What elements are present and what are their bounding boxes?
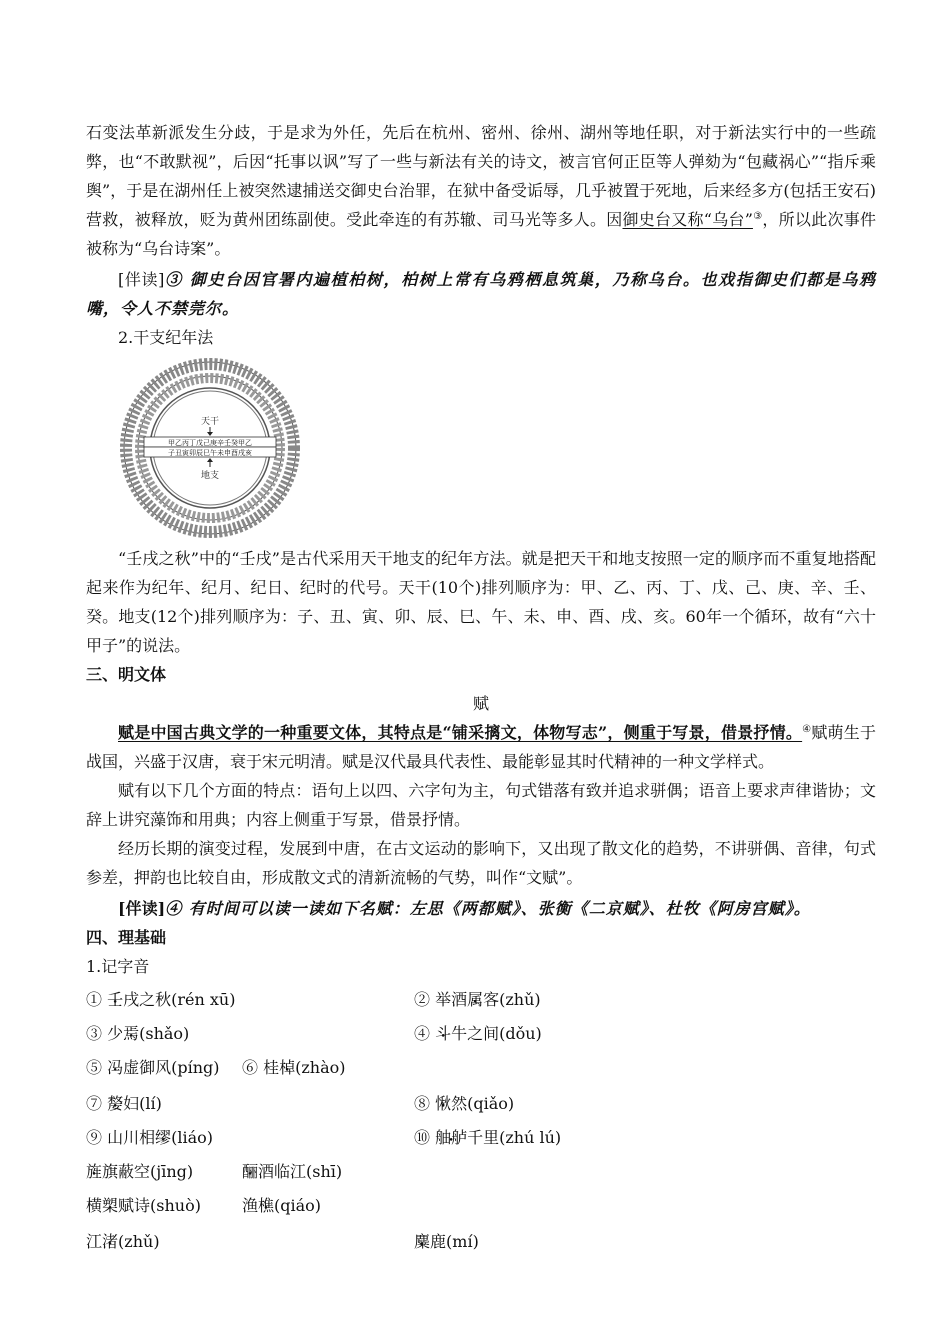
document-page xyxy=(86,118,876,1259)
note-3 xyxy=(86,265,876,323)
footnote-marker: ③ xyxy=(752,211,763,222)
pronunciation-list xyxy=(86,1051,876,1085)
note-4 xyxy=(86,894,876,923)
section-title-mingwenti: 三、明文体 xyxy=(86,665,167,684)
ganzhi-wheel-figure xyxy=(120,358,300,538)
word-item: 江渚 •(zhǔ) xyxy=(86,1225,414,1259)
note-text: ③ 御史台因官署内遍植柏树，柏树上常有乌鸦栖息筑巢，乃称乌台。也戏指御史们都是乌鸦嘴，令人不禁莞尔。 xyxy=(86,270,876,318)
underlined-phrase: 御史台又称“乌台” xyxy=(622,210,753,229)
paragraph-wutai xyxy=(86,118,876,263)
word-item: ④ 斗 •牛之间(dǒu) xyxy=(414,1017,876,1051)
pronunciation-list xyxy=(86,983,876,1051)
label-tiangan: 天干 xyxy=(200,417,220,427)
word-item: ① 壬 •戌之秋(rén xū) xyxy=(86,983,414,1017)
note-label: [伴读] xyxy=(118,270,165,289)
word-item: ② 举酒属 •客(zhǔ) xyxy=(414,983,876,1017)
section-title-jiziyin: 1.记字音 xyxy=(86,957,150,976)
pronunciation-list xyxy=(86,1225,876,1259)
paragraph-text: 石变法革新派发生分歧，于是求为外任，先后在杭州、密州、徐州、湖州等地任职，对于新法实行中的一些疏弊，也“不敢默视”，后因“托事以讽”写了一些与新法有关的诗文，被言官何正臣等人弹劾为“包藏祸心”“指斥乘舆”，于是在湖州任上被突然逮捕送交御史台治罪，在狱中备受诟辱，几乎被置于死地，后来经多方(包括王安石)营救，被释放，贬为黄州团练副使。受此牵连的有苏辙、司马光等多人。因 xyxy=(86,123,876,229)
section-title-ganzhi: 2.干支纪年法 xyxy=(118,328,214,347)
fu-paragraph-1 xyxy=(86,718,876,776)
fu-paragraph-1-rest: 赋萌生于战国，兴盛于汉唐，衰于宋元明清。赋是汉代最具代表性、最能彰显其时代精神的一种文学样式。 xyxy=(86,723,876,771)
word-item: ⑤ 冯 •虚御风(píng) xyxy=(86,1051,242,1085)
paragraph-tail: ，所以此次事件被称为“乌台诗案”。 xyxy=(86,210,876,258)
stems-row: 甲乙丙丁戊己庚辛壬癸甲乙 xyxy=(168,439,252,447)
pronunciation-list xyxy=(86,1087,876,1155)
word-item: 横槊 •赋诗(shuò) xyxy=(86,1189,242,1223)
word-item: ⑧ 愀 •然(qiǎo) xyxy=(414,1087,876,1121)
pronunciation-list xyxy=(86,1155,876,1223)
word-item: 酾 •酒临江(shī) xyxy=(242,1155,414,1189)
ganzhi-wheel-diagram xyxy=(120,358,300,538)
section-title-lijichu: 四、理基础 xyxy=(86,928,167,947)
word-item: ⑩ 舳舻 •千里(zhú lú) xyxy=(414,1121,876,1155)
word-item: ③ 少焉 •(shǎo) xyxy=(86,1017,414,1051)
fu-paragraph-2: 赋有以下几个方面的特点：语句上以四、六字句为主，句式错落有致并追求骈偶；语音上要求声律谐协；文辞上讲究藻饰和用典；内容上侧重于写景，借景抒情。 xyxy=(86,781,876,829)
note-text: ④ 有时间可以读一读如下名赋：左思《两都赋》、张衡《二京赋》、杜牧《阿房宫赋》。 xyxy=(165,899,811,918)
paragraph-ganzhi: “壬戌之秋”中的“壬戌”是古代采用天干地支的纪年方法。就是把天干和地支按照一定的顺序而不重复地搭配起来作为纪年、纪月、纪日、纪时的代号。天干(10个)排列顺序为：甲、乙、丙、丁、戊、己、庚、辛、壬、癸。地支(12个)排列顺序为：子、丑、寅、卯、辰、巳、午、未、申、酉、戌、亥。60年一个循环，故有“六十甲子”的说法。 xyxy=(86,549,876,655)
label-dizhi: 地支 xyxy=(200,471,220,481)
word-item: 渔樵 •(qiáo) xyxy=(242,1189,414,1223)
word-item: ⑨ 山川相缪 •(liáo) xyxy=(86,1121,414,1155)
word-item: ⑥ 桂棹 •(zhào) xyxy=(242,1051,414,1085)
note-label: [伴读] xyxy=(118,899,166,918)
word-item: 旌 •旗蔽空(jīng) xyxy=(86,1155,242,1189)
word-item: 麋 •鹿(mí) xyxy=(414,1225,876,1259)
word-item: ⑦ 嫠 •妇(lí) xyxy=(86,1087,414,1121)
footnote-marker: ④ xyxy=(802,724,812,735)
fu-heading: 赋 xyxy=(472,694,489,713)
fu-paragraph-3: 经历长期的演变过程，发展到中唐，在古文运动的影响下，又出现了散文化的趋势，不讲骈偶、音律，句式参差，押韵也比较自由，形成散文式的清新流畅的气势，叫作“文赋”。 xyxy=(86,839,876,887)
fu-key-sentence: 赋是中国古典文学的一种重要文体，其特点是“铺采摛文，体物写志”，侧重于写景，借景抒情。 xyxy=(118,723,803,742)
branches-row: 子丑寅卯辰巳午未申酉戌亥 xyxy=(168,449,252,457)
